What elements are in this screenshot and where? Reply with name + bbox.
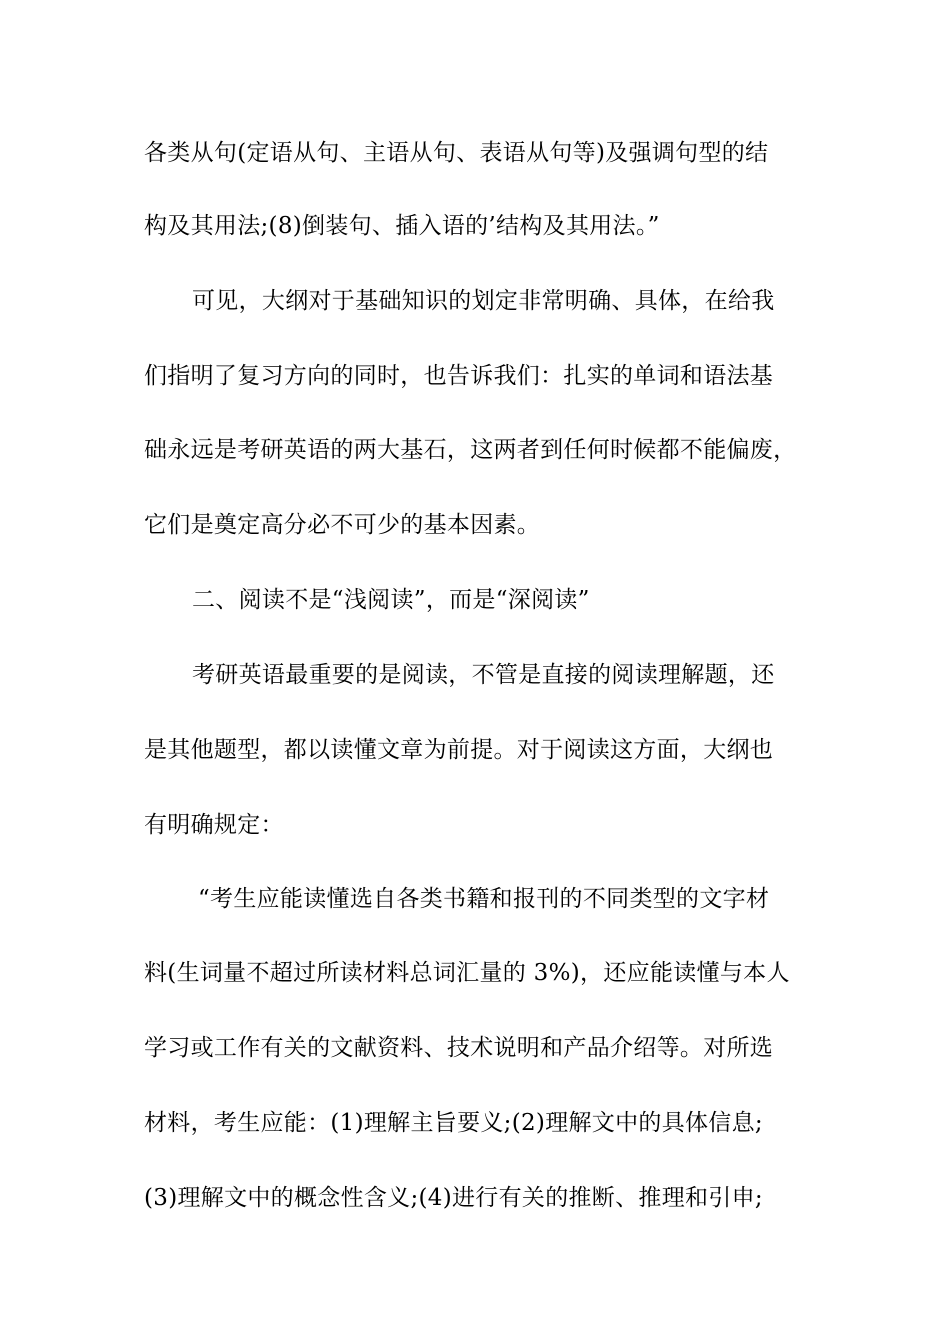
quote-line: 学习或工作有关的文献资料、技术说明和产品介绍等。对所选 bbox=[144, 1035, 774, 1061]
section-heading: 二、阅读不是“浅阅读”，而是“深阅读” bbox=[192, 587, 590, 613]
paragraph-line: 构及其用法;(8)倒装句、插入语的’结构及其用法。” bbox=[144, 213, 660, 239]
paragraph-line: 可见，大纲对于基础知识的划定非常明确、具体，在给我 bbox=[192, 288, 775, 314]
quote-line: 材料，考生应能：(1)理解主旨要义;(2)理解文中的具体信息; bbox=[144, 1110, 763, 1136]
quote-line: (3)理解文中的概念性含义;(4)进行有关的推断、推理和引申; bbox=[144, 1185, 763, 1211]
paragraph-line: 有明确规定： bbox=[144, 812, 284, 838]
paragraph-line: 是其他题型，都以读懂文章为前提。对于阅读这方面，大纲也 bbox=[144, 737, 774, 763]
paragraph-line: 考研英语最重要的是阅读，不管是直接的阅读理解题，还 bbox=[192, 662, 775, 688]
quote-line: “考生应能读懂选自各类书籍和报刊的不同类型的文字材 bbox=[198, 886, 770, 912]
paragraph-line: 们指明了复习方向的同时，也告诉我们：扎实的单词和语法基 bbox=[144, 363, 774, 389]
paragraph-line: 它们是奠定高分必不可少的基本因素。 bbox=[144, 512, 541, 538]
quote-line: 料(生词量不超过所读材料总词汇量的 3%)，还应能读懂与本人 bbox=[144, 960, 790, 986]
paragraph-line: 各类从句(定语从句、主语从句、表语从句等)及强调句型的结 bbox=[144, 140, 769, 166]
paragraph-line: 础永远是考研英语的两大基石，这两者到任何时候都不能偏废， bbox=[144, 437, 797, 463]
